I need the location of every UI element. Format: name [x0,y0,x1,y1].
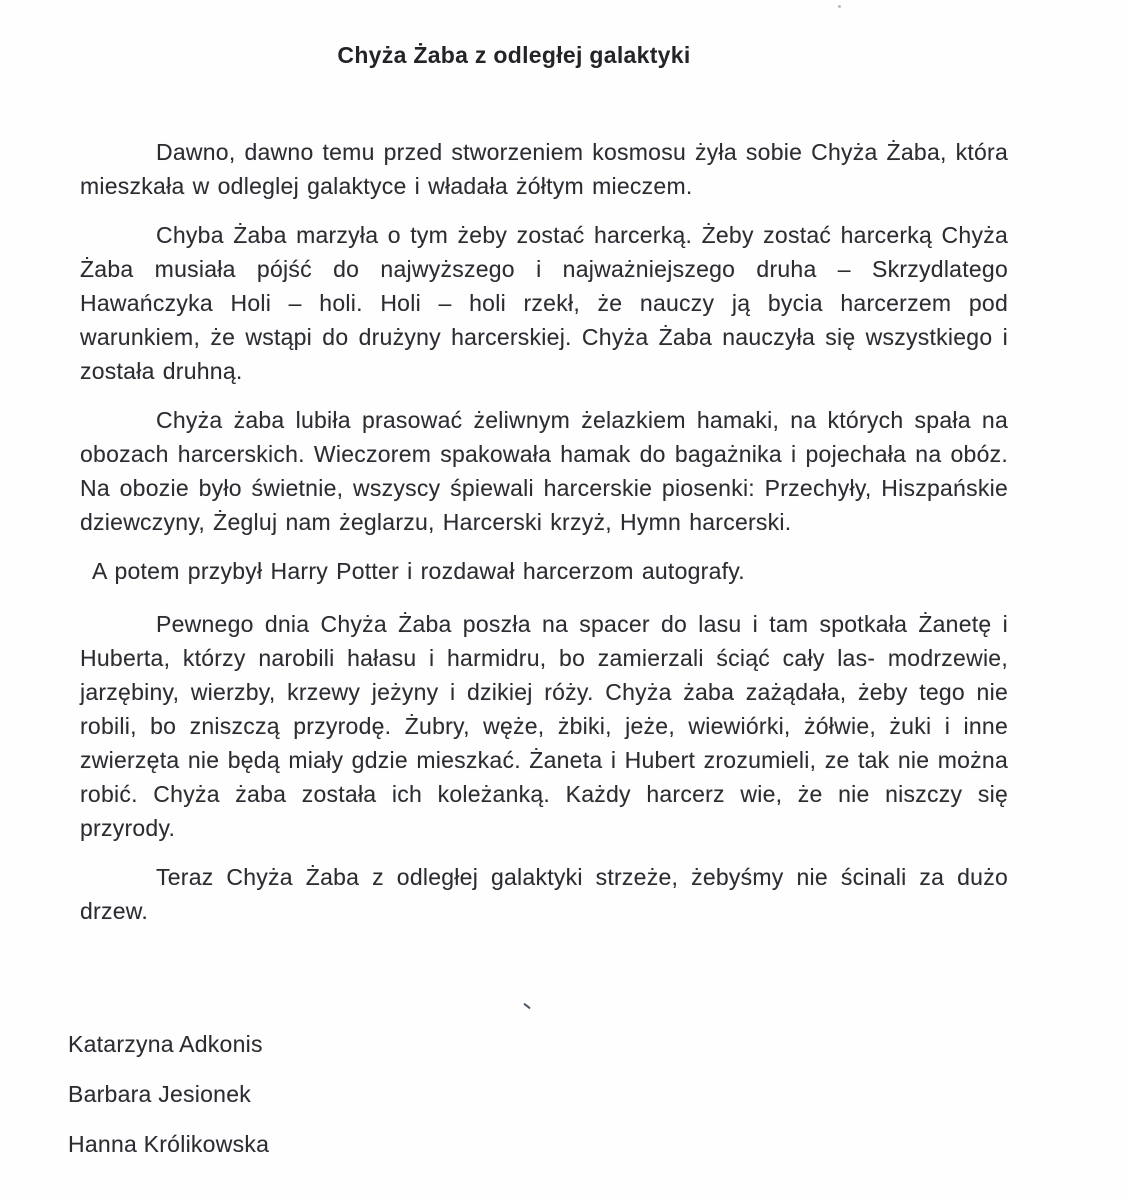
document-title: Chyża Żaba z odległej galaktyki [337,42,691,68]
paragraph-camp: Chyża żaba lubiła prasować żeliwnym żelazkiem hamaki, na których spała na obozach harcerskich. Wieczorem spakowała hamak do bagażnika i pojechała na obóz. Na obozie było świetnie, wszyscy śpiewali harcerskie piosenki: Przechyły, Hiszpańskie dziewczyny, Żegluj nam żeglarzu, Harcerski krzyż, Hymn harcerski. [80,407,1008,535]
paragraph-intro: Dawno, dawno temu przed stworzeniem kosmosu żyła sobie Chyża Żaba, która mieszkała w odleglej galaktyce i władała żółtym mieczem. [80,139,1008,199]
paragraph-harry-potter: A potem przybył Harry Potter i rozdawał harcerzom autografy. [92,558,745,584]
paragraph-forest: Pewnego dnia Chyża Żaba poszła na spacer do lasu i tam spotkała Żanetę i Huberta, którzy narobili hałasu i harmidru, bo zamierzali ściąć cały las- modrzewie, jarzębiny, wierzby, krzewy jeżyny i dzikiej róży. Chyża żaba zażądała, żeby tego nie robili, bo zniszczą przyrodę. Żubry, węże, żbiki, jeże, wiewiórki, żółwie, żuki i inne zwierzęta nie będą miały gdzie mieszkać. Żaneta i Hubert zrozumieli, ze tak nie można robić. Chyża żaba została ich koleżanką. Każdy harcerz wie, że nie niszczy się przyrody. [80,611,1008,841]
paragraph-scout-dream: Chyba Żaba marzyła o tym żeby zostać harcerką. Żeby zostać harcerką Chyża Żaba musiała pójść do najwyższego i najważniejszego druha – Skrzydlatego Hawańczyka Holi – holi. Holi – holi rzekł, że nauczy ją bycia harcerzem pod warunkiem, że wstąpi do drużyny harcerskiej. Chyża Żaba nauczyła się wszystkiego i została druhną. [80,222,1008,384]
author-name: Katarzyna Adkonis [68,1031,263,1057]
author-name: Hanna Królikowska [68,1131,270,1157]
authors-list [68,1031,1008,1157]
paragraph-ending: Teraz Chyża Żaba z odległej galaktyki strzeże, żebyśmy nie ścinali za dużo drzew. [80,864,1008,924]
author-name: Barbara Jesionek [68,1081,251,1107]
scan-speck [838,5,841,8]
